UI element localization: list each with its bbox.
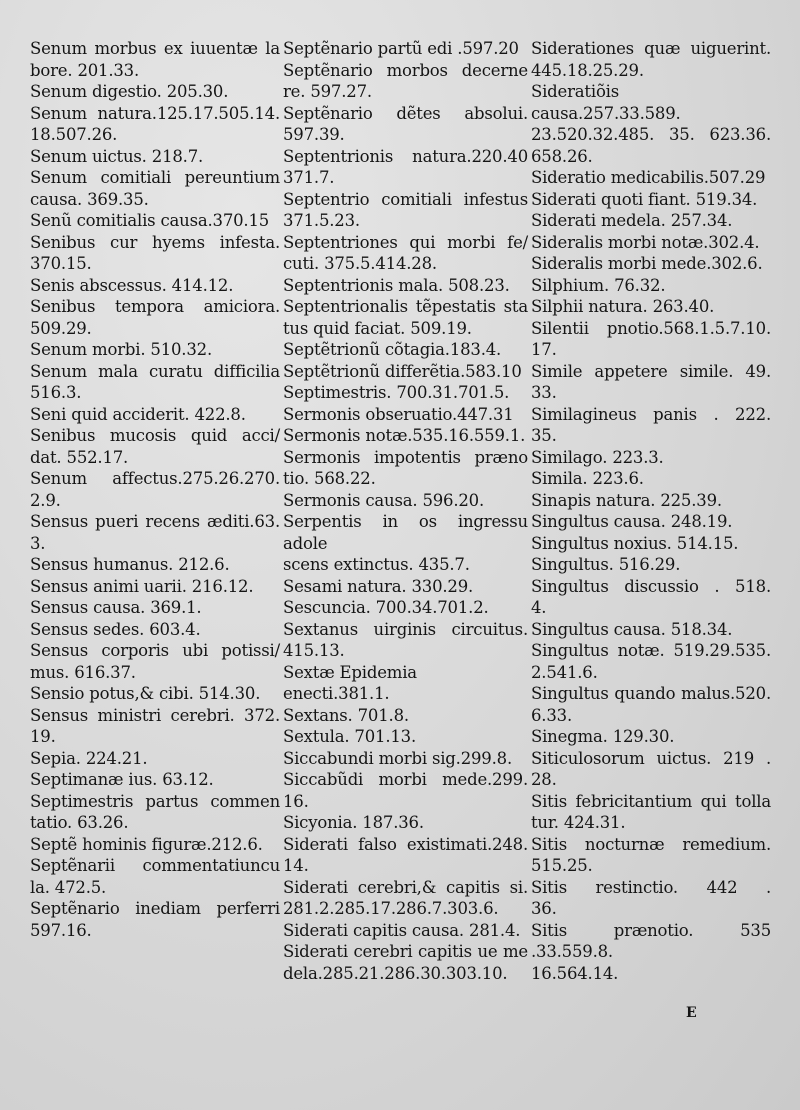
index-entry-continuation: 17.: [531, 340, 557, 359]
index-entry-heading: Siccabundi morbi sig.299.8.: [283, 748, 512, 768]
index-entry: [531, 189, 771, 211]
index-entry-continuation: 18.507.26.: [30, 125, 118, 144]
index-entry-heading: Singultus notæ. 519.29.535.: [531, 641, 771, 660]
index-entry: [531, 640, 771, 683]
index-entry: [283, 726, 528, 748]
index-entry-heading: Septẽnarii commentatiuncu: [30, 856, 280, 875]
index-entry: [283, 404, 528, 426]
index-entry: [30, 38, 280, 81]
index-entry: [531, 748, 771, 791]
index-entry-heading: Sinapis natura. 225.39.: [531, 490, 722, 510]
index-entry: [283, 189, 528, 232]
index-entry: [531, 296, 771, 318]
index-entry-heading: Simila. 223.6.: [531, 469, 644, 488]
index-entry: [283, 447, 528, 490]
index-entry-heading: Sextula. 701.13.: [283, 727, 417, 746]
index-entry-heading: Singultus quando malus.520.: [531, 684, 771, 703]
index-entry-continuation: tatio. 63.26.: [30, 813, 129, 832]
index-entry: [30, 468, 280, 511]
index-entry: [531, 447, 771, 469]
index-entry-continuation: tur. 424.31.: [531, 813, 626, 832]
index-entry: [283, 511, 528, 576]
index-entry-heading: Sextans. 701.8.: [283, 705, 409, 725]
index-entry: [30, 554, 280, 576]
index-entry: [531, 167, 771, 189]
index-entry: [30, 232, 280, 275]
index-entry: [531, 81, 771, 167]
index-entry: [30, 769, 280, 791]
index-entry: [30, 361, 280, 404]
index-entry-heading: Singultus causa. 248.19.: [531, 512, 733, 531]
index-entry-continuation: tio. 568.22.: [283, 469, 376, 488]
index-entry: [531, 834, 771, 877]
index-entry-continuation: 19.: [30, 727, 56, 746]
index-entry-continuation: 415.13.: [283, 641, 345, 660]
index-entry-heading: Sitis restinctio. 442 .: [531, 877, 771, 897]
index-entry: [30, 404, 280, 426]
index-entry: [30, 296, 280, 339]
index-entry: [30, 597, 280, 619]
index-entry-heading: Siderati cerebri,& capitis si.: [283, 877, 528, 897]
index-entry-heading: Sextanus uirginis circuitus.: [283, 619, 528, 639]
index-entry-continuation: 597.39.: [283, 125, 345, 144]
index-entry-heading: Sideratiõis causa.257.33.589.: [531, 82, 681, 123]
index-entry: [30, 167, 280, 210]
index-entry: [531, 554, 771, 576]
index-entry-heading: Sensus sedes. 603.4.: [30, 619, 201, 639]
index-entry: [531, 920, 771, 985]
index-entry-heading: Sicyonia. 187.36.: [283, 813, 424, 832]
index-column-3: [531, 38, 771, 984]
index-entry: [531, 683, 771, 726]
index-entry-heading: Siderati cerebri capitis ue me: [283, 942, 528, 961]
index-entry-heading: Siderationes quæ uiguerint.: [531, 39, 771, 58]
index-entry-heading: Senum uictus. 218.7.: [30, 146, 204, 166]
index-entry-continuation: 23.520.32.485. 35. 623.36.: [531, 125, 771, 144]
index-entry: [30, 81, 280, 103]
index-entry-heading: Senũ comitialis causa.370.15: [30, 211, 270, 230]
index-entry: [531, 253, 771, 275]
index-entry: [531, 275, 771, 297]
index-entry-heading: Sensus causa. 369.1.: [30, 598, 202, 617]
index-entry-heading: Septimestris partus commen: [30, 791, 280, 811]
index-entry-continuation: 4.: [531, 598, 547, 617]
index-entry-heading: Siderati falso existimati.248.: [283, 834, 528, 854]
index-entry-continuation: cuti. 375.5.414.28.: [283, 254, 437, 273]
index-entry-heading: Sinegma. 129.30.: [531, 727, 675, 746]
index-entry-continuation: 509.29.: [30, 318, 92, 338]
index-entry-heading: Siccabũdi morbi mede.299.: [283, 770, 528, 789]
index-entry-continuation: scens extinctus. 435.7.: [283, 555, 470, 574]
index-entry-heading: Sensus humanus. 212.6.: [30, 555, 230, 574]
index-entry: [283, 597, 528, 619]
index-entry-heading: Septentrionis natura.220.40: [283, 146, 528, 166]
index-entry-heading: Senum morbus ex iuuentæ la: [30, 39, 280, 58]
index-entry-heading: Sitis nocturnæ remedium.: [531, 834, 771, 854]
index-entry-heading: Senibus mucosis quid acci/: [30, 426, 280, 445]
index-entry-continuation: dat. 552.17.: [30, 447, 129, 467]
index-entry: [283, 275, 528, 297]
index-entry-continuation: 281.2.285.17.286.7.303.6.: [283, 899, 499, 918]
index-entry: [531, 490, 771, 512]
index-entry-heading: Sideralis morbi mede.302.6.: [531, 254, 763, 273]
index-entry-heading: Singultus causa. 518.34.: [531, 619, 733, 639]
index-entry: [283, 662, 528, 705]
index-entry-heading: Sextæ Epidemia enecti.381.1.: [283, 662, 417, 703]
index-column-1: [30, 38, 280, 941]
index-entry-heading: Sitis febricitantium qui tolla: [531, 791, 771, 811]
index-entry-heading: Silentii pnotio.568.1.5.7.10.: [531, 318, 771, 338]
index-entry: [531, 533, 771, 555]
index-entry-heading: Septimestris. 700.31.701.5.: [283, 383, 510, 402]
index-entry: [30, 339, 280, 361]
index-entry-continuation: la. 472.5.: [30, 877, 107, 897]
index-entry-heading: Sepia. 224.21.: [30, 748, 148, 768]
index-entry-heading: Siderati capitis causa. 281.4.: [283, 920, 521, 940]
index-entry-heading: Seni quid acciderit. 422.8.: [30, 404, 246, 424]
index-entry-heading: Sensio potus,& cibi. 514.30.: [30, 684, 261, 703]
index-entry: [283, 339, 528, 361]
index-entry-heading: Sideralis morbi notæ.302.4.: [531, 232, 760, 252]
index-entry: [30, 855, 280, 898]
index-entry-continuation: 6.33.: [531, 705, 572, 725]
index-entry: [30, 275, 280, 297]
index-entry: [283, 619, 528, 662]
index-entry: [30, 146, 280, 168]
index-entry: [531, 318, 771, 361]
index-entry-continuation: 35.: [531, 426, 557, 445]
index-entry-continuation: 597.16.: [30, 920, 92, 940]
index-entry-heading: Serpentis in os ingressu adole: [283, 512, 528, 553]
index-entry-heading: Sensus pueri recens æditi.63.: [30, 512, 280, 531]
index-entry-continuation: mus. 616.37.: [30, 662, 136, 682]
index-entry: [531, 210, 771, 232]
index-entry: [531, 232, 771, 254]
index-entry-heading: Sensus ministri cerebri. 372.: [30, 705, 280, 725]
index-entry: [30, 576, 280, 598]
index-entry-heading: Senibus tempora amiciora.: [30, 297, 280, 316]
index-entry: [30, 103, 280, 146]
index-entry: [283, 232, 528, 275]
index-entry: [283, 103, 528, 146]
index-entry: [531, 791, 771, 834]
index-entry: [283, 490, 528, 512]
index-entry-continuation: 16.: [283, 791, 309, 811]
index-entry-continuation: 14.: [283, 856, 309, 875]
index-entry-continuation: 370.15.: [30, 254, 92, 273]
index-entry-heading: Senibus cur hyems infesta.: [30, 232, 280, 252]
index-entry-continuation: dela.285.21.286.30.303.10.: [283, 963, 508, 983]
index-entry: [531, 726, 771, 748]
index-column-2: [283, 38, 528, 984]
index-entry: [283, 296, 528, 339]
index-entry-continuation: 515.25.: [531, 856, 593, 875]
index-entry: [30, 683, 280, 705]
index-entry-continuation: 33.: [531, 383, 557, 402]
index-entry: [283, 877, 528, 920]
index-entry-heading: Sensus animi uarii. 216.12.: [30, 576, 254, 596]
index-entry: [283, 361, 528, 383]
index-entry-heading: Sitis prænotio. 535 .33.559.8.: [531, 920, 771, 961]
index-entry-heading: Septẽnario partũ edi .597.20: [283, 39, 519, 58]
index-entry: [283, 834, 528, 877]
index-entry-heading: Septentrionis mala. 508.23.: [283, 275, 510, 295]
index-entry-heading: Septentrionalis tẽpestatis sta: [283, 297, 528, 316]
index-entry: [30, 425, 280, 468]
index-entry-continuation: 2.541.6.: [531, 662, 598, 682]
index-entry-heading: Singultus discussio . 518.: [531, 576, 771, 596]
index-entry-continuation: 371.7.: [283, 168, 335, 187]
index-entry-heading: Sescuncia. 700.34.701.2.: [283, 598, 489, 617]
index-entry-heading: Siderati medela. 257.34.: [531, 211, 733, 230]
index-entry-heading: Sesami natura. 330.29.: [283, 576, 474, 596]
index-entry: [531, 619, 771, 641]
index-entry-heading: Senum mala curatu difficilia: [30, 361, 280, 381]
index-entry-continuation: 16.564.14.: [531, 963, 619, 983]
index-entry: [30, 210, 280, 232]
index-entry-continuation: 3.: [30, 533, 46, 553]
index-entry-heading: Septẽtrionũ differẽtia.583.10: [283, 361, 522, 381]
index-entry: [283, 576, 528, 598]
index-entry-continuation: tus quid faciat. 509.19.: [283, 318, 472, 338]
index-entry-heading: Septentrio comitiali infestus: [283, 189, 528, 209]
index-entry-heading: Senum affectus.275.26.270.: [30, 469, 280, 488]
index-entry: [283, 812, 528, 834]
index-entry: [30, 791, 280, 834]
index-entry: [531, 404, 771, 447]
index-entry-heading: Similagineus panis . 222.: [531, 404, 771, 424]
index-entry: [283, 425, 528, 447]
index-entry-heading: Sensus corporis ubi potissi/: [30, 641, 280, 660]
index-entry-heading: Sermonis notæ.535.16.559.1.: [283, 426, 526, 445]
index-entry-continuation: 36.: [531, 899, 557, 918]
index-entry: [283, 60, 528, 103]
index-entry-heading: Siticulosorum uictus. 219 .: [531, 748, 771, 768]
index-entry-heading: Sermonis impotentis præno: [283, 447, 528, 467]
index-entry: [30, 748, 280, 770]
index-entry: [283, 38, 528, 60]
index-entry-heading: Senum morbi. 510.32.: [30, 340, 212, 359]
index-entry-continuation: 445.18.25.29.: [531, 60, 644, 80]
index-entry-continuation: 658.26.: [531, 146, 593, 166]
index-entry: [283, 769, 528, 812]
index-entry-continuation: 2.9.: [30, 490, 61, 510]
index-entry-heading: Septẽtrionũ cõtagia.183.4.: [283, 340, 502, 359]
index-entry: [30, 619, 280, 641]
index-entry-continuation: re. 597.27.: [283, 82, 372, 101]
index-entry-heading: Septẽnario dẽtes absolui.: [283, 103, 528, 123]
index-entry-continuation: 371.5.23.: [283, 211, 360, 230]
index-entry: [283, 146, 528, 189]
index-entry-heading: Simile appetere simile. 49.: [531, 361, 771, 381]
index-entry-continuation: bore. 201.33.: [30, 60, 140, 80]
signature-mark: E: [686, 1005, 697, 1021]
index-entry-heading: Septimanæ ius. 63.12.: [30, 770, 214, 789]
index-entry: [30, 705, 280, 748]
index-entry: [283, 748, 528, 770]
index-entry-continuation: 516.3.: [30, 383, 82, 402]
index-entry: [30, 834, 280, 856]
index-entry-heading: Sermonis obseruatio.447.31: [283, 404, 514, 424]
index-entry-heading: Septentriones qui morbi fe/: [283, 232, 528, 252]
index-entry-heading: Septẽnario morbos decerne: [283, 60, 528, 80]
index-entry: [531, 511, 771, 533]
index-entry: [283, 941, 528, 984]
index-entry-continuation: 28.: [531, 770, 557, 789]
index-entry: [531, 468, 771, 490]
index-entry: [531, 576, 771, 619]
index-entry: [283, 705, 528, 727]
index-entry: [531, 38, 771, 81]
index-entry-heading: Senum digestio. 205.30.: [30, 82, 229, 101]
index-entry-heading: Septẽnario inediam perferri: [30, 899, 280, 918]
index-entry-heading: Silphium. 76.32.: [531, 275, 666, 295]
index-entry: [531, 877, 771, 920]
index-entry-heading: Senis abscessus. 414.12.: [30, 275, 234, 295]
index-entry-heading: Septẽ hominis figuræ.212.6.: [30, 834, 263, 854]
index-entry: [30, 511, 280, 554]
index-entry: [30, 640, 280, 683]
index-entry-heading: Sermonis causa. 596.20.: [283, 490, 485, 510]
index-entry-heading: Silphii natura. 263.40.: [531, 297, 715, 316]
index-entry-heading: Similago. 223.3.: [531, 447, 664, 467]
index-entry-heading: Senum comitiali pereuntium: [30, 168, 280, 187]
index-entry-heading: Singultus noxius. 514.15.: [531, 533, 739, 553]
index-entry: [531, 361, 771, 404]
index-entry: [283, 920, 528, 942]
index-entry-continuation: causa. 369.35.: [30, 189, 149, 209]
index-entry-heading: Siderati quoti fiant. 519.34.: [531, 189, 758, 209]
index-entry-heading: Senum natura.125.17.505.14.: [30, 103, 280, 123]
index-entry: [30, 898, 280, 941]
index-entry-heading: Sideratio medicabilis.507.29: [531, 168, 766, 187]
index-entry: [283, 382, 528, 404]
index-entry-heading: Singultus. 516.29.: [531, 555, 681, 574]
